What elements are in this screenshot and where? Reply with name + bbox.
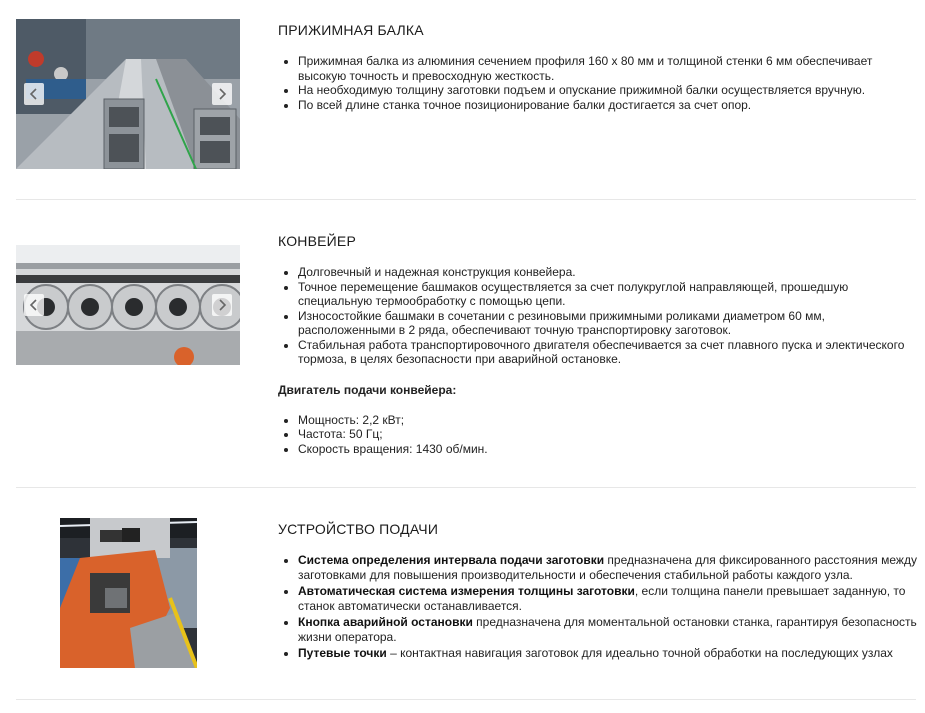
item-text: – контактная навигация заготовок для идеально точной обработки на последующих узлах <box>386 646 893 660</box>
conveyor-photo <box>16 245 240 365</box>
feeder-image <box>60 518 197 668</box>
item-bold-label: Автоматическая система измерения толщины заготовки <box>298 584 635 598</box>
feature-list <box>278 553 918 661</box>
list-item: • Точное перемещение башмаков осуществляется за счет полукруглой направляющей, прошедшую специальную термообработку с помощью цепи. <box>298 280 918 309</box>
carousel-next-button[interactable] <box>212 83 232 105</box>
feature-list <box>278 54 918 112</box>
motor-subheading: Двигатель подачи конвейера: <box>278 382 457 397</box>
feature-list <box>278 265 918 367</box>
chevron-left-icon <box>29 299 39 311</box>
press-beam-content <box>278 22 918 112</box>
list-item: • Износостойкие башмаки в сочетании с резиновыми прижимными роликами диаметром 60 мм, расположенными в 2 ряда, обеспечивают точную транспортировку заготовок. <box>298 309 918 338</box>
list-item <box>298 646 918 661</box>
chevron-right-icon <box>217 299 227 311</box>
list-item <box>298 615 918 644</box>
chevron-right-icon <box>217 88 227 100</box>
spec-item: • Частота: 50 Гц; <box>298 427 918 442</box>
section-feeder <box>16 488 916 700</box>
carousel-prev-button[interactable] <box>24 83 44 105</box>
item-bold-label: Путевые точки <box>298 646 387 660</box>
item-text: предназначена для моментальной остановки станка, гарантируя безопасность жизни оператора. <box>298 615 917 644</box>
list-item: • Стабильная работа транспортировочного двигателя обеспечивается за счет плавного пуска и электического тормоза, в целях безопасности при аварийной остановке. <box>298 338 918 367</box>
item-bold-label: Система определения интервала подачи заготовки <box>298 553 605 567</box>
section-title: ПРИЖИМНАЯ БАЛКА <box>278 22 424 38</box>
carousel-next-button[interactable] <box>212 294 232 316</box>
list-item <box>298 584 918 613</box>
list-item <box>298 553 918 582</box>
item-text: предназначена для фиксированного расстояния между заготовками для повышения производительности и обеспечения стабильной работы каждого узла. <box>298 553 917 582</box>
spec-item: • Мощность: 2,2 кВт; <box>298 413 918 428</box>
section-title: КОНВЕЙЕР <box>278 233 357 249</box>
chevron-left-icon <box>29 88 39 100</box>
press-beam-image-carousel <box>16 19 240 169</box>
list-item: • По всей длине станка точное позиционирование балки достигается за счет опор. <box>298 98 918 113</box>
conveyor-content <box>278 233 918 456</box>
list-item: • Прижимная балка из алюминия сечением профиля 160 х 80 мм и толщиной стенки 6 мм обеспечивает высокую точность и превосходную жесткость. <box>298 54 918 83</box>
feeder-photo <box>60 518 197 668</box>
press-beam-photo <box>16 19 240 169</box>
section-title: УСТРОЙСТВО ПОДАЧИ <box>278 521 439 537</box>
feeder-content <box>278 521 918 661</box>
list-item: • На необходимую толщину заготовки подъем и опускание прижимной балки осуществляется вручную. <box>298 83 918 98</box>
list-item: • Долговечный и надежная конструкция конвейера. <box>298 265 918 280</box>
item-bold-label: Кнопка аварийной остановки <box>298 615 473 629</box>
spec-item: • Скорость вращения: 1430 об/мин. <box>298 442 918 457</box>
conveyor-image-carousel <box>16 245 240 365</box>
section-conveyor <box>16 200 916 488</box>
section-divider <box>16 699 916 700</box>
item-text: , если толщина панели превышает заданную, то станок автоматически останавливается. <box>298 584 906 613</box>
motor-spec-list <box>278 413 918 457</box>
carousel-prev-button[interactable] <box>24 294 44 316</box>
section-press-beam <box>16 0 916 200</box>
